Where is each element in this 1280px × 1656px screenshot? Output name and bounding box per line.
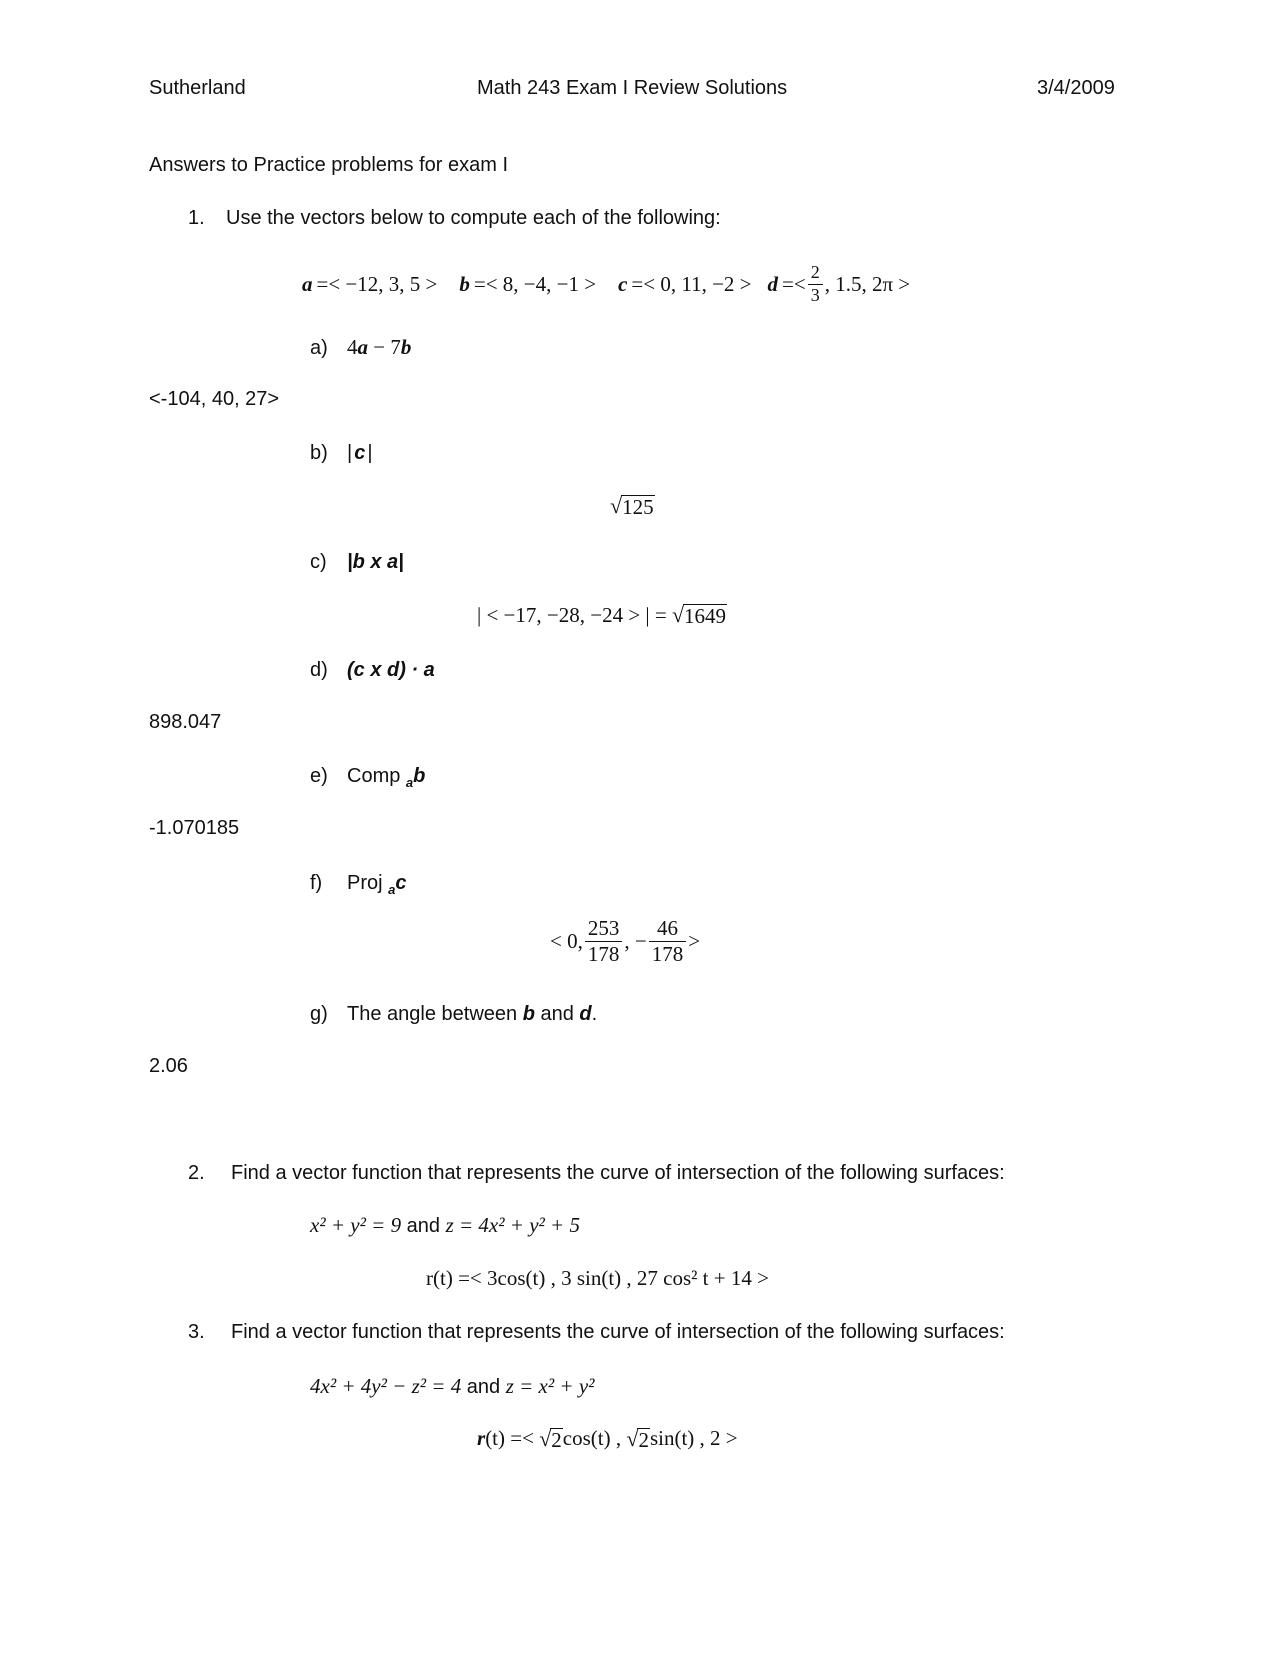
- q1c-answer: [477, 604, 727, 627]
- q1c-radicand: 1649: [684, 604, 727, 628]
- q1b-answer: [610, 495, 655, 518]
- q1c-answer-vector: | < −17, −28, −24 > | =: [477, 603, 672, 627]
- q1a-coef-4: 4: [347, 335, 358, 359]
- sqrt-icon: √: [626, 1426, 639, 1451]
- q1f-frac2-num: 46: [649, 916, 687, 942]
- q1a-vec-b: b: [400, 335, 412, 359]
- vector-d-frac-den: 3: [810, 284, 820, 305]
- vector-d-prefix: =<: [782, 271, 806, 296]
- header-author: Sutherland: [149, 77, 246, 99]
- q2-number: 2.: [188, 1162, 205, 1184]
- q1e-answer: -1.070185: [149, 817, 240, 839]
- q1b-radicand: 125: [622, 495, 654, 519]
- q3-equation-left: 4x² + 4y² − z² = 4: [310, 1374, 462, 1398]
- q2-prompt: Find a vector function that represents the curve of intersection of the following surfaces:: [231, 1162, 1005, 1184]
- q1b-bar-left: |: [347, 442, 353, 464]
- q1-number: 1.: [188, 207, 205, 229]
- q2-equations: [310, 1215, 580, 1236]
- q1f-answer-suffix: >: [688, 929, 701, 954]
- vector-a-value: =< −12, 3, 5 >: [316, 271, 438, 296]
- q1g-answer: 2.06: [149, 1055, 188, 1077]
- q1d-answer: 898.047: [149, 711, 222, 733]
- q1f-subscript: a: [388, 882, 396, 897]
- q1a-answer: <-104, 40, 27>: [149, 388, 280, 410]
- q3-radicand-2: 2: [638, 1428, 649, 1452]
- q3-answer: [477, 1428, 738, 1451]
- vector-d-name: d: [767, 271, 779, 296]
- q1b-label: b): [310, 442, 328, 464]
- q1f-expression: [347, 872, 407, 897]
- q1f-answer-prefix: < 0,: [550, 929, 583, 954]
- q1f-frac1-den: 178: [587, 942, 620, 967]
- q1g-vec-d: d: [579, 1003, 592, 1025]
- q1b-expression: [347, 443, 373, 463]
- q1b-vec-c: c: [354, 442, 366, 464]
- q1g-text-3: .: [591, 1003, 598, 1025]
- q1b-bar-right: |: [367, 442, 373, 464]
- vector-b-value: =< 8, −4, −1 >: [473, 271, 597, 296]
- sqrt-icon: √: [539, 1426, 552, 1451]
- q1f-vec-c: c: [395, 872, 407, 894]
- sqrt-icon: √: [671, 602, 685, 627]
- q1e-vec-b: b: [413, 765, 426, 787]
- q1f-answer-mid: , −: [624, 929, 647, 954]
- q1g-text-1: The angle between: [347, 1003, 523, 1025]
- intro-text: Answers to Practice problems for exam I: [149, 154, 509, 176]
- q1a-vec-a: a: [357, 335, 368, 359]
- header-date: 3/4/2009: [1037, 77, 1115, 99]
- vector-d-rest: , 1.5, 2π >: [824, 271, 911, 296]
- q1g-expression: [347, 1004, 597, 1024]
- q3-number: 3.: [188, 1321, 205, 1343]
- q1e-label: e): [310, 765, 328, 787]
- vector-c-value: =< 0, 11, −2 >: [631, 271, 752, 296]
- q3-equation-right: z = x² + y²: [505, 1374, 595, 1398]
- q2-equation-left: x² + y² = 9: [310, 1213, 402, 1237]
- q1g-vec-b: b: [522, 1003, 535, 1025]
- q3-answer-r: r: [477, 1426, 486, 1450]
- q1f-fraction-2: [649, 916, 687, 967]
- q1c-label: c): [310, 551, 327, 573]
- q3-and: and: [461, 1376, 506, 1398]
- q1f-fraction-1: [585, 916, 623, 967]
- q3-equations: [310, 1376, 594, 1397]
- q1d-expression: (c x d) · a: [347, 659, 435, 681]
- q2-equation-right: z = 4x² + y² + 5: [445, 1213, 580, 1237]
- q1e-expression: [347, 765, 426, 790]
- q1f-frac2-den: 178: [651, 942, 684, 967]
- q1a-coef-7: − 7: [368, 335, 401, 359]
- vector-d-frac-num: 2: [808, 262, 823, 285]
- q1f-answer: [550, 916, 700, 967]
- q1-prompt: Use the vectors below to compute each of the following:: [226, 207, 721, 229]
- sqrt-icon: √: [610, 493, 623, 518]
- q1g-label: g): [310, 1003, 328, 1025]
- vector-b-name: b: [459, 271, 470, 296]
- q1e-comp-word: Comp: [347, 765, 401, 787]
- q3-answer-mid-1: cos(t) ,: [562, 1426, 627, 1450]
- q3-answer-mid-2: sin(t) , 2 >: [649, 1426, 738, 1450]
- q1f-label: f): [310, 872, 323, 894]
- header-title: Math 243 Exam I Review Solutions: [477, 77, 788, 99]
- q1a-label: a): [310, 337, 328, 359]
- vector-definitions: [302, 262, 910, 306]
- vector-a-name: a: [302, 271, 313, 296]
- q1e-subscript: a: [405, 775, 414, 790]
- q1f-frac1-num: 253: [585, 916, 623, 942]
- vector-d-fraction: [808, 262, 823, 306]
- q2-and: and: [401, 1215, 446, 1237]
- q3-radicand-1: 2: [551, 1428, 562, 1452]
- q1c-expression: |b x a|: [347, 551, 404, 573]
- q1f-proj-word: Proj: [347, 872, 383, 894]
- q3-prompt: Find a vector function that represents the curve of intersection of the following surfaces:: [231, 1321, 1005, 1343]
- q2-answer: r(t) =< 3cos(t) , 3 sin(t) , 27 cos² t + 14 >: [426, 1266, 769, 1290]
- q3-answer-prefix: (t) =<: [485, 1426, 540, 1450]
- q1d-label: d): [310, 659, 328, 681]
- q1g-text-2: and: [534, 1003, 580, 1025]
- vector-c-name: c: [618, 271, 628, 296]
- q1a-expression: [347, 337, 411, 358]
